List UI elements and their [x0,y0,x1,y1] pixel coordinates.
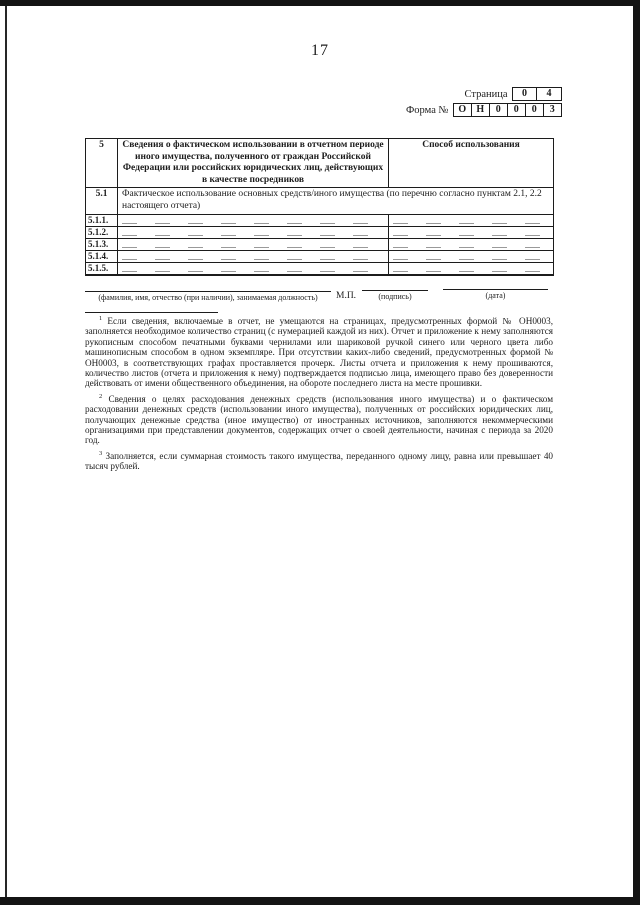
scan-edge-right [633,0,640,905]
footnote-2-text: Сведения о целях расходования денежных средств (использования иного имущества) и о фактическом расходовании денежных средств (использовании иного имущества), полученных от российских юридических лиц, получающих денежные средства (иное имущество) от иностранных источников, заполняются некоммерческими организациями при представлении документов, содержащих отчет о своей деятельности, начиная с периода за 2020 год. [85,393,554,446]
section-5-table [85,138,554,276]
section-title-cell: Сведения о фактическом использовании в отчетном периоде иного имущества, полученного от граждан Российской Федерации или российских юридических лиц, действующих в качестве посредников [118,139,389,188]
form-code-char: 3 [543,103,563,117]
property-blank-cell [118,227,389,239]
seal-place-label: М.П. [336,291,357,301]
page-counter-digit: 0 [512,87,538,101]
footnote-1-text: Если сведения, включаемые в отчет, не умещаются на страницах, предусмотренных формой № ОН0003, заполняется необходимое количество страниц (с нумерацией каждой из них). Отчет и приложение к нему заполняются рукописным способом печатными буквами чернилами или шариковой ручкой синего или черного цвета либо машинописным способом в одном экземпляре. При отсутствии каких-либо сведений, предусмотренных формой № ОН0003, в соответствующих графах проставляется прочерк. Листы отчета и приложения к нему прошиваются, количество листов (отчета и приложения к нему) подтверждается подписью лица, имеющего право без доверенности действовать от имени общественного объединения, на обороте последнего листа на месте прошивки. [85,316,553,389]
form-code-row [406,103,562,117]
form-code-label: Форма № [405,104,449,116]
table-row [86,215,554,227]
usage-blank-cell [389,263,554,276]
page-number: 17 [311,42,329,59]
row-number-cell: 5.1.3. [86,239,118,251]
footnote-2 [85,394,553,446]
scan-edge-bottom [0,897,640,905]
signatory-name-caption: (фамилия, имя, отчество (при наличии), занимаемая должность) [98,293,318,302]
subsection-number-cell: 5.1 [86,188,118,215]
row-number-cell: 5.1.2. [86,227,118,239]
form-code-char: Н [471,103,491,117]
row-number-cell: 5.1.5. [86,263,118,276]
footnote-3-marker: 3 [99,449,103,457]
usage-blank-cell [389,239,554,251]
table-header-row [86,139,554,188]
row-number-cell: 5.1.4. [86,251,118,263]
page-counter-row [406,87,562,101]
footnotes [85,316,553,477]
footnote-3 [85,451,553,472]
property-blank-cell [118,251,389,263]
row-number-cell: 5.1.1. [86,215,118,227]
footnote-1 [85,316,553,389]
page-counter-digit: 4 [536,87,562,101]
form-code-char: 0 [507,103,527,117]
page-counter-boxes [512,87,563,101]
scan-edge-top [0,0,640,6]
footnote-2-marker: 2 [99,392,103,400]
table-row [86,263,554,276]
signature-field [362,290,428,301]
scan-edge-left [5,6,7,897]
form-code-boxes [453,103,563,117]
method-column-header-cell: Способ использования [389,139,554,188]
signatory-name-field [85,291,331,302]
signature-caption: (подпись) [378,292,412,301]
property-blank-cell [118,215,389,227]
date-caption: (дата) [485,291,506,300]
subsection-text-cell: Фактическое использование основных средств/иного имущества (по перечню согласно пунктам 2.1, 2.2 настоящего отчета) [118,188,554,215]
usage-blank-cell [389,251,554,263]
date-field [443,289,548,300]
usage-blank-cell [389,215,554,227]
page-counter-label: Страница [464,88,508,100]
form-code-char: 0 [525,103,545,117]
form-meta [406,87,562,119]
property-blank-cell [118,239,389,251]
form-code-char: О [453,103,473,117]
signature-strip [85,288,553,306]
footnote-separator [85,312,218,313]
usage-blank-cell [389,227,554,239]
table-row [86,227,554,239]
footnote-3-text: Заполняется, если суммарная стоимость такого имущества, переданного одному лицу, равна или превышает 40 тысяч рублей. [85,450,554,472]
footnote-1-marker: 1 [99,314,103,322]
subsection-row [86,188,554,215]
section-number-cell: 5 [86,139,118,188]
form-code-char: 0 [489,103,509,117]
table-row [86,251,554,263]
property-blank-cell [118,263,389,276]
table-row [86,239,554,251]
